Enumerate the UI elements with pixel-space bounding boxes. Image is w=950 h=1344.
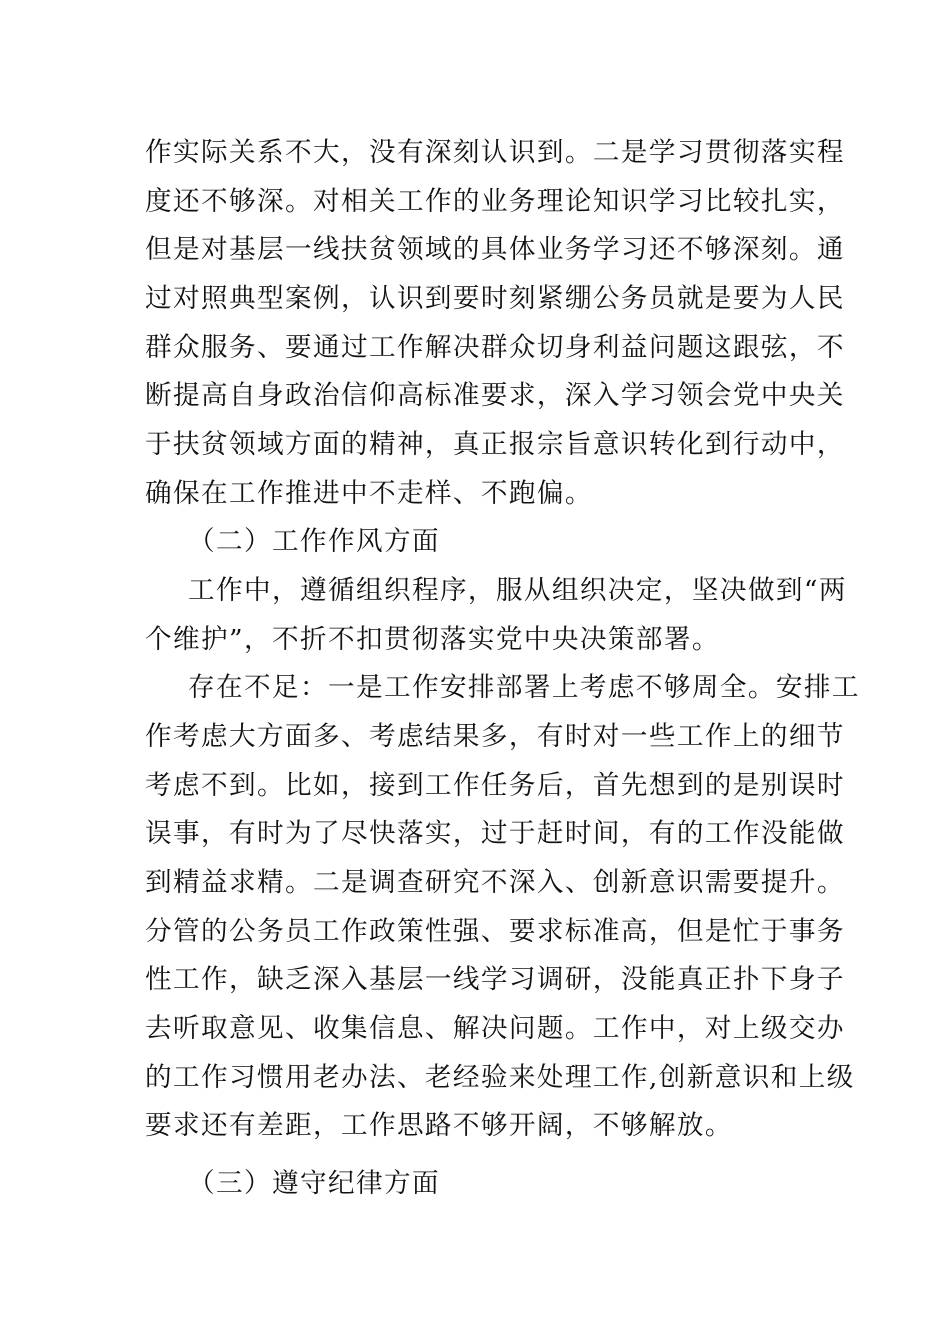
text-line: 个维护”，不折不扣贯彻落实党中央决策部署。 bbox=[145, 624, 720, 655]
text-line: 存在不足：一是工作安排部署上考虑不够周全。安排工 bbox=[188, 672, 860, 703]
text-line: 性工作，缺乏深入基层一线学习调研，没能真正扑下身子 bbox=[145, 964, 845, 995]
section-heading: （二）工作作风方面 bbox=[188, 526, 440, 557]
text-line: 但是对基层一线扶贫领域的具体业务学习还不够深刻。通 bbox=[145, 234, 845, 265]
text-line: 于扶贫领域方面的精神，真正报宗旨意识转化到行动中， bbox=[145, 429, 845, 460]
text-line: 到精益求精。二是调查研究不深入、创新意识需要提升。 bbox=[145, 867, 845, 898]
text-line: 度还不够深。对相关工作的业务理论知识学习比较扎实， bbox=[145, 186, 845, 217]
text-line: 作考虑大方面多、考虑结果多，有时对一些工作上的细节 bbox=[145, 721, 845, 752]
text-line: 确保在工作推进中不走样、不跑偏。 bbox=[145, 478, 593, 509]
text-line: 去听取意见、收集信息、解决问题。工作中，对上级交办 bbox=[145, 1013, 845, 1044]
section-heading: （三）遵守纪律方面 bbox=[188, 1168, 440, 1199]
text-line: 断提高自身政治信仰高标准要求，深入学习领会党中央关 bbox=[145, 380, 845, 411]
text-line: 误事，有时为了尽快落实，过于赶时间，有的工作没能做 bbox=[145, 818, 845, 849]
text-line: 过对照典型案例，认识到要时刻紧绷公务员就是要为人民 bbox=[145, 283, 845, 314]
text-line: 考虑不到。比如，接到工作任务后，首先想到的是别误时 bbox=[145, 770, 845, 801]
text-line: 的工作习惯用老办法、老经验来处理工作,创新意识和上级 bbox=[145, 1062, 855, 1093]
text-line: 工作中，遵循组织程序，服从组织决定，坚决做到“两 bbox=[188, 575, 847, 606]
text-line: 作实际关系不大，没有深刻认识到。二是学习贯彻落实程 bbox=[145, 137, 845, 168]
text-line: 群众服务、要通过工作解决群众切身利益问题这跟弦，不 bbox=[145, 332, 845, 363]
text-line: 要求还有差距，工作思路不够开阔，不够解放。 bbox=[145, 1110, 733, 1141]
text-line: 分管的公务员工作政策性强、要求标准高，但是忙于事务 bbox=[145, 916, 845, 947]
